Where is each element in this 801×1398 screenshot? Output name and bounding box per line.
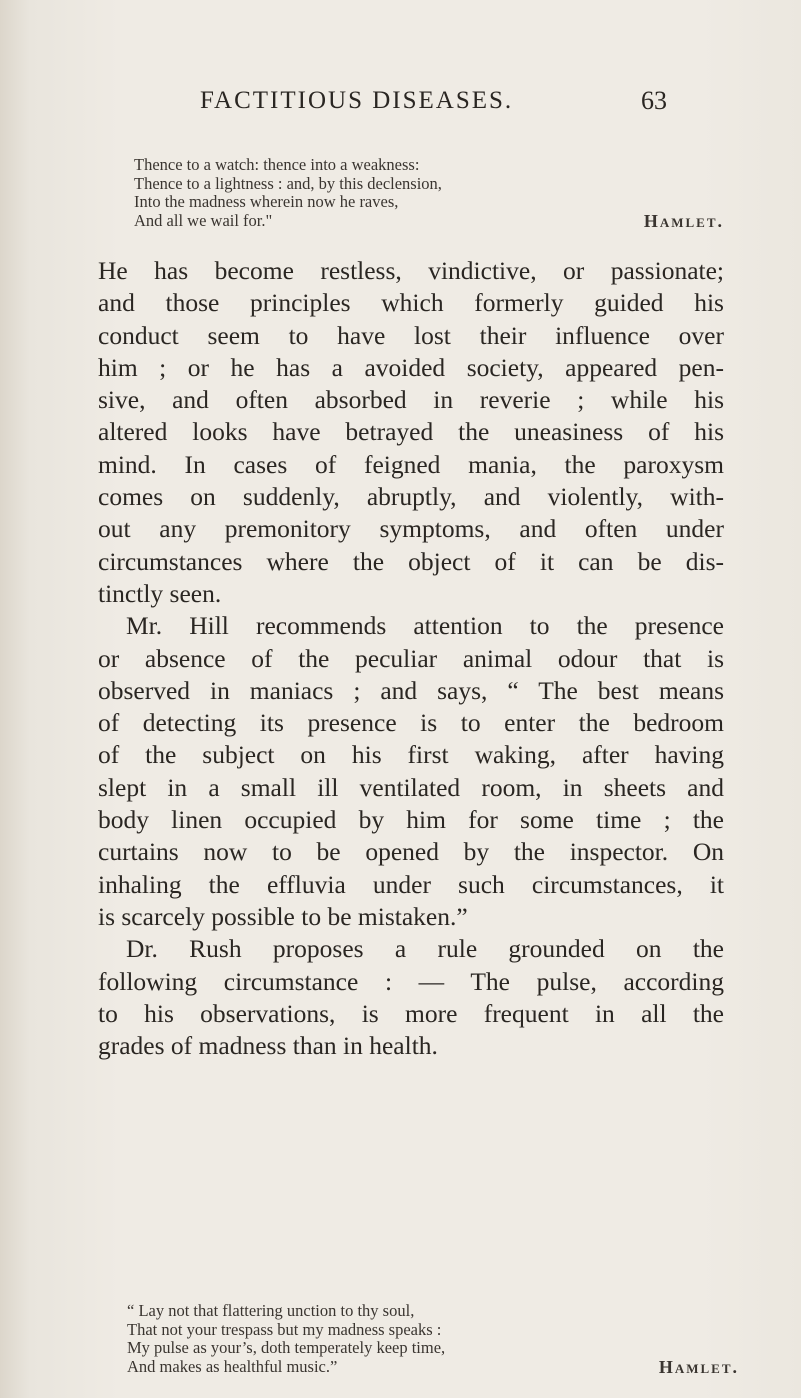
text-line: altered looks have betrayed the uneasiness of his: [98, 417, 724, 447]
paragraph-2: [98, 610, 724, 933]
text-line: and those principles which formerly guided his: [98, 288, 724, 318]
body-text: [98, 255, 724, 1062]
text-line: body linen occupied by him for some time ; the: [98, 805, 724, 835]
epigraph-line: And makes as healthful music.”: [127, 1356, 338, 1376]
epigraph-line: And all we wail for.": [134, 210, 273, 230]
text-line: inhaling the effluvia under such circumstances, it: [98, 869, 724, 899]
text-line: or absence of the peculiar animal odour that is: [98, 643, 724, 673]
page-number: 63: [641, 86, 667, 115]
epigraph-line: “ Lay not that flattering unction to thy soul,: [127, 1301, 415, 1320]
running-head-title: FACTITIOUS DISEASES.: [200, 87, 514, 114]
text-line: Dr. Rush proposes a rule grounded on the: [126, 934, 724, 964]
text-line: slept in a small ill ventilated room, in sheets and: [98, 772, 724, 802]
epigraph-line: Thence to a lightness : and, by this declension,: [134, 173, 442, 193]
text-line: of the subject on his first waking, after having: [98, 740, 724, 770]
text-line: He has become restless, vindictive, or passionate;: [98, 256, 724, 285]
text-line: out any premonitory symptoms, and often under: [98, 514, 724, 544]
paragraph-1: [98, 255, 724, 610]
text-line: curtains now to be opened by the inspector. On: [98, 837, 724, 867]
text-line: following circumstance : — The pulse, according: [98, 966, 724, 996]
text-line: him ; or he has a avoided society, appeared pen-: [98, 352, 724, 382]
text-line: is scarcely possible to be mistaken.”: [98, 901, 468, 931]
text-line: circumstances where the object of it can be dis-: [98, 546, 724, 576]
epigraph-top: [124, 156, 724, 230]
epigraph-attribution: Hamlet.: [643, 210, 724, 231]
text-line: conduct seem to have lost their influence over: [98, 320, 724, 350]
text-line: to his observations, is more frequent in all the: [98, 998, 724, 1028]
epigraph-line: My pulse as your’s, doth temperately keep time,: [127, 1338, 446, 1357]
running-head: [0, 84, 801, 118]
text-line: comes on suddenly, abruptly, and violently, with-: [98, 482, 724, 512]
text-line: mind. In cases of feigned mania, the paroxysm: [98, 449, 724, 479]
text-line: of detecting its presence is to enter the bedroom: [98, 708, 724, 738]
text-line: Mr. Hill recommends attention to the presence: [126, 611, 724, 641]
epigraph-bottom: [117, 1302, 739, 1376]
text-line: grades of madness than in health.: [98, 1031, 438, 1061]
text-line: sive, and often absorbed in reverie ; while his: [98, 385, 724, 415]
epigraph-line: Thence to a watch: thence into a weakness:: [134, 155, 420, 174]
epigraph-line: That not your trespass but my madness speaks :: [127, 1319, 442, 1339]
text-line: observed in maniacs ; and says, “ The best means: [98, 675, 724, 705]
epigraph-attribution: Hamlet.: [658, 1356, 739, 1377]
paragraph-3: [98, 933, 724, 1062]
epigraph-line: Into the madness wherein now he raves,: [134, 192, 399, 211]
text-line: tinctly seen.: [98, 578, 222, 608]
